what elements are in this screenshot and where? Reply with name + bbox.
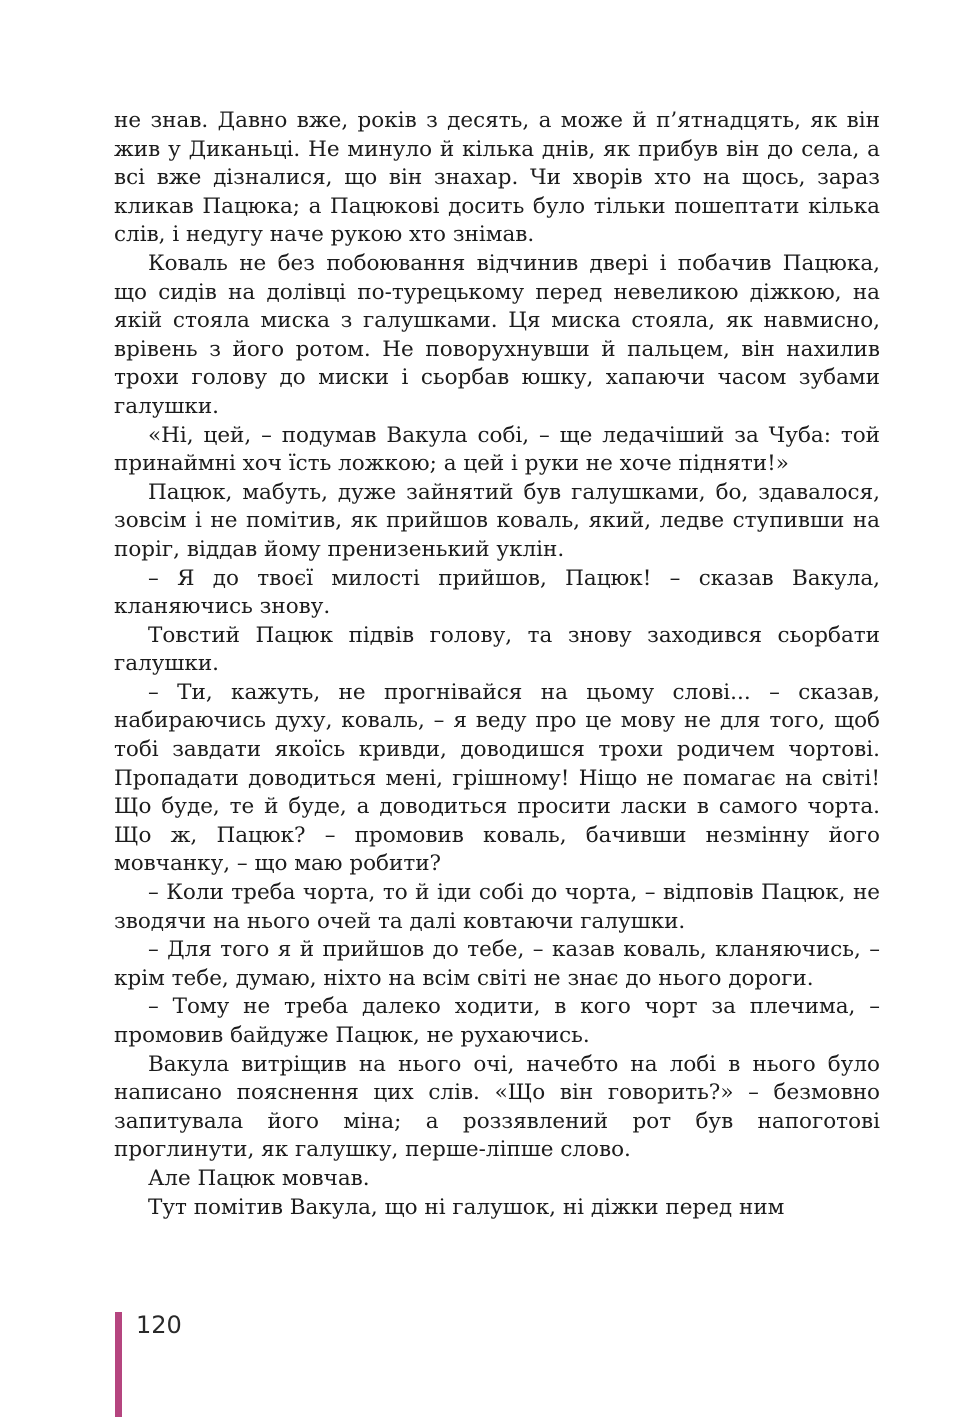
- paragraph: – Ти, кажуть, не прогнівайся на цьому слові... – сказав, набираючись духу, коваль, – я веду про це мову не для того, щоб тобі завдати якоїсь кривди, доводишся трохи родичем чортові. Пропадати доводиться мені, грішному! Ніщо не помагає на світі! Що буде, те й буде, а доводиться просити ласки в самого чорта. Що ж, Пацюк? – промовив коваль, бачивши незмінну його мовчанку, – що маю робити?: [114, 679, 880, 877]
- paragraph: не знав. Давно вже, років з десять, а може й п’ятнадцять, як він жив у Диканьці. Не минуло й кілька днів, як прибув він до села, а всі вже дізналися, що він знахар. Чи хворів хто на щось, зараз кликав Пацюка; а Пацюкові досить було тільки пошептати кілька слів, і недугу наче рукою хто знімав.: [114, 108, 880, 248]
- paragraph: – Для того я й прийшов до тебе, – казав коваль, кланяючись, – крім тебе, думаю, ніхто на всім світі не знає до нього дороги.: [114, 937, 880, 991]
- paragraph-last: Тут помітив Вакула, що ні галушок, ні діжки перед ним: [148, 1194, 785, 1220]
- body-text: [114, 107, 880, 1222]
- page-number: 120: [136, 1311, 182, 1339]
- paragraph: Пацюк, мабуть, дуже зайнятий був галушками, бо, здавалося, зовсім і не помітив, як прийшов коваль, який, ледве ступивши на поріг, віддав йому пренизенький уклін.: [114, 479, 880, 562]
- page-accent-bar: [115, 1312, 122, 1417]
- paragraph: «Ні, цей, – подумав Вакула собі, – ще ледачіший за Чуба: той принаймні хоч їсть ложкою; а цей і руки не хоче підняти!»: [114, 422, 880, 477]
- paragraph: Коваль не без побоювання відчинив двері і побачив Пацюка, що сидів на долівці по-турецькому перед невеликою діжкою, на якій стояла миска з галушками. Ця миска стояла, як навмисно, врівень з його ротом. Не поворухнувши й пальцем, він нахилив трохи голову до миски і сьорбав юшку, хапаючи часом зубами галушки.: [114, 250, 880, 419]
- paragraph: – Коли треба чорта, то й іди собі до чорта, – відповів Пацюк, не зводячи на нього очей та далі ковтаючи галушки.: [114, 880, 880, 934]
- paragraph: – Я до твоєї милості прийшов, Пацюк! – сказав Вакула, кланяючись знову.: [114, 565, 880, 620]
- paragraph: Але Пацюк мовчав.: [148, 1165, 370, 1191]
- paragraph: Товстий Пацюк підвів голову, та знову заходився сьорбати галушки.: [114, 622, 880, 677]
- paragraph: – Тому не треба далеко ходити, в кого чорт за плечима, – промовив байдуже Пацюк, не рухаючись.: [114, 994, 880, 1048]
- paragraph: Вакула витріщив на нього очі, начебто на лобі в нього було написано пояснення цих слів. «Що він говорить?» – безмовно запитувала його міна; а роззявлений рот був напоготові проглинути, як галушку, перше-ліпше слово.: [114, 1051, 880, 1163]
